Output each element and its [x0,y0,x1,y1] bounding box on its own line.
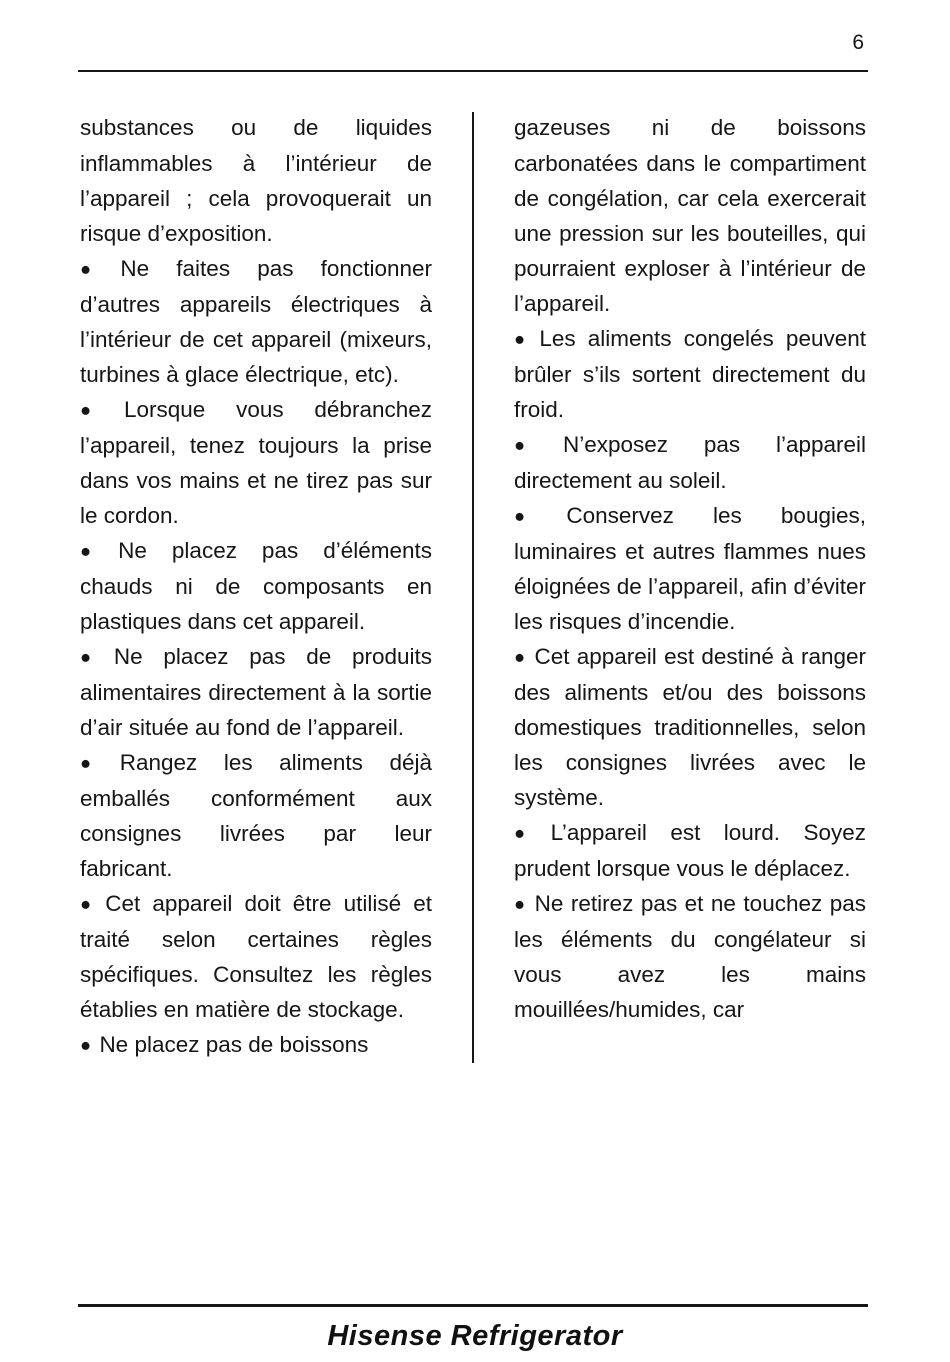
bullet-item [80,392,432,533]
footer-rule [78,1304,868,1307]
paragraph-text: substances ou de liquides inflammables à l’intérieur de l’appareil ; cela provoquerait un risque d’exposition. [80,115,432,246]
bullet-icon: ● [514,893,527,914]
paragraph-text: Les aliments congelés peuvent brûler s’ils sortent directement du froid. [514,326,866,422]
paragraph-text: Ne placez pas d’éléments chauds ni de composants en plastiques dans cet appareil. [80,538,433,634]
bullet-item [80,251,432,392]
paragraph-text: gazeuses ni de boissons carbonatées dans le compartiment de congélation, car cela exercerait une pression sur les bouteilles, qui pourraient exploser à l’intérieur de l’appareil. [514,115,866,316]
bullet-item [514,815,866,886]
paragraph-text: Cet appareil doit être utilisé et traité selon certaines règles spécifiques. Consultez les règles établies en matière de stockage. [80,891,432,1022]
bullet-icon: ● [514,434,555,455]
top-rule [78,70,868,72]
paragraph-text: Conservez les bougies, luminaires et autres flammes nues éloignées de l’appareil, afin d’éviter les risques d’incendie. [514,503,866,634]
manual-text-columns [80,110,868,1063]
bullet-icon: ● [514,646,527,667]
paragraph-text: Rangez les aliments déjà emballés conformément aux consignes livrées par leur fabricant. [80,750,433,881]
bullet-item [514,498,866,639]
bullet-item [80,533,432,639]
bullet-icon: ● [80,1034,92,1055]
paragraph-text: Ne placez pas de boissons [99,1032,369,1057]
bullet-icon: ● [80,752,112,773]
right-column [514,110,866,1063]
bullet-icon: ● [514,328,532,349]
bullet-item [80,886,432,1027]
bullet-icon: ● [80,540,110,561]
paragraph-continuation [514,110,866,321]
paragraph-text: L’appareil est lourd. Soyez prudent lorsque vous le déplacez. [514,820,866,881]
bullet-icon: ● [80,646,106,667]
footer-brand-title: Hisense Refrigerator [327,1320,623,1352]
bullet-item [80,745,432,886]
bullet-item [80,1027,432,1063]
bullet-icon: ● [80,399,116,420]
page-number: 6 [852,31,864,54]
bullet-item [514,639,866,815]
bullet-icon: ● [80,893,97,914]
bullet-icon: ● [514,505,559,526]
column-divider [472,112,474,1063]
bullet-item [514,427,866,498]
paragraph-text: Ne faites pas fonctionner d’autres appareils électriques à l’intérieur de cet appareil (mixeurs, turbines à glace électrique, etc). [80,256,432,387]
bullet-item [514,886,866,1027]
bullet-icon: ● [80,258,113,279]
paragraph-text: N’exposez pas l’appareil directement au soleil. [514,432,867,493]
paragraph-text: Lorsque vous débranchez l’appareil, tenez toujours la prise dans vos mains et ne tirez pas sur le cordon. [80,397,432,528]
bullet-icon: ● [514,822,543,843]
bullet-item [80,639,432,745]
paragraph-continuation [80,110,432,251]
paragraph-text: Cet appareil est destiné à ranger des aliments et/ou des boissons domestiques traditionnelles, selon les consignes livrées avec le système. [514,644,866,810]
left-column [80,110,432,1063]
bullet-item [514,321,866,427]
paragraph-text: Ne retirez pas et ne touchez pas les éléments du congélateur si vous avez les mains mouillées/humides, car [514,891,866,1022]
paragraph-text: Ne placez pas de produits alimentaires directement à la sortie d’air située au fond de l’appareil. [80,644,433,740]
